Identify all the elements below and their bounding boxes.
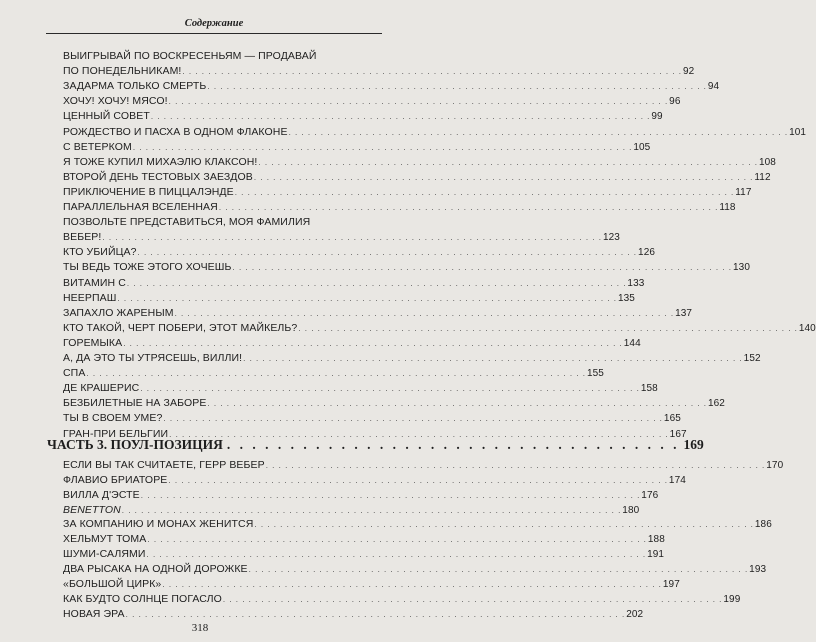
toc-entry bbox=[63, 503, 640, 517]
toc-entry-title: РОЖДЕСТВО И ПАСХА В ОДНОМ ФЛАКОНЕ bbox=[63, 125, 288, 138]
toc-entry bbox=[63, 533, 665, 546]
toc-entry-title: ГОРЕМЫКА bbox=[63, 336, 123, 349]
toc-entry-title: ЗАДАРМА ТОЛЬКО СМЕРТЬ bbox=[63, 80, 207, 93]
toc-entry-title: КАК БУДТО СОЛНЦЕ ПОГАСЛО bbox=[63, 592, 222, 605]
part-page-number: 169 bbox=[683, 437, 704, 452]
toc-entry bbox=[63, 291, 635, 305]
toc-entry bbox=[63, 548, 665, 561]
toc-entry-title: НЕЕРПАШ bbox=[63, 291, 117, 304]
part-heading bbox=[47, 437, 704, 453]
toc-entry-title: ФЛАВИО БРИАТОРЕ bbox=[63, 473, 168, 486]
toc-entry-title: ДЕ КРАШЕРИС bbox=[63, 382, 140, 395]
leader-dots bbox=[219, 201, 719, 214]
toc-entry bbox=[63, 488, 659, 502]
toc-entry bbox=[63, 459, 784, 472]
toc-entry-title: ЗА КОМПАНИЮ И МОНАХ ЖЕНИТСЯ bbox=[63, 518, 254, 531]
leader-dots bbox=[249, 563, 749, 576]
toc-entry-title: КТО ТАКОЙ, ЧЕРТ ПОБЕРИ, ЭТОТ МАЙКЕЛЬ? bbox=[63, 321, 298, 334]
toc-entry bbox=[63, 276, 645, 290]
toc-entry-page: 152 bbox=[743, 353, 761, 364]
toc-entry-page: 94 bbox=[707, 81, 720, 93]
toc-entry-title: ХЕЛЬМУТ ТОМА bbox=[63, 533, 147, 546]
toc-entry-page: 191 bbox=[647, 549, 665, 561]
leader-dots bbox=[151, 110, 651, 123]
leader-dots bbox=[168, 474, 668, 487]
toc-entry bbox=[63, 592, 741, 606]
toc-entry-page: 140 bbox=[798, 322, 816, 334]
leader-dots bbox=[162, 578, 662, 591]
toc-entry-title: ГРАН-ПРИ БЕЛЬГИИ bbox=[63, 427, 169, 440]
leader-dots bbox=[254, 171, 754, 184]
leader-dots bbox=[123, 337, 623, 350]
leader-dots bbox=[126, 608, 626, 621]
toc-entry bbox=[63, 306, 693, 320]
toc-entry-title: ТЫ В СВОЕМ УМЕ? bbox=[63, 412, 163, 425]
toc-entry-title: ВИТАМИН С bbox=[63, 276, 126, 289]
toc-entry-title: ПО ПОНЕДЕЛЬНИКАМ! bbox=[63, 65, 182, 78]
toc-entry-title: ПОЗВОЛЬТЕ ПРЕДСТАВИТЬСЯ, МОЯ ФАМИЛИЯ bbox=[63, 216, 311, 229]
toc-entry bbox=[63, 231, 620, 244]
toc-entry-page: 188 bbox=[647, 534, 665, 546]
toc-entry-title: ШУМИ-САЛЯМИ bbox=[63, 548, 146, 561]
toc-entry-page: 193 bbox=[749, 563, 767, 575]
running-header: Содержание bbox=[46, 18, 382, 34]
toc-entry-title: Я ТОЖЕ КУПИЛ МИХАЭЛЮ КЛАКСОН! bbox=[63, 155, 258, 168]
leader-dots bbox=[233, 261, 733, 274]
toc-entry-page: 117 bbox=[735, 186, 752, 198]
toc-entry-page: 96 bbox=[669, 96, 681, 108]
leader-dots bbox=[122, 504, 622, 517]
leader-dots bbox=[169, 95, 669, 108]
leader-dots bbox=[182, 65, 682, 78]
toc-entry-page: 99 bbox=[651, 111, 663, 123]
toc-entry-page: 123 bbox=[602, 232, 620, 244]
toc-entry bbox=[63, 125, 807, 139]
leader-dots bbox=[243, 352, 743, 365]
leader-dots bbox=[298, 322, 798, 335]
toc-entry-title: ДВА РЫСАКА НА ОДНОЙ ДОРОЖКЕ bbox=[63, 562, 248, 575]
toc-entry-page: 186 bbox=[754, 519, 772, 531]
toc-entry-page: 199 bbox=[723, 593, 741, 605]
toc-entry-page: 174 bbox=[668, 474, 686, 486]
toc-entry-title: ВИЛЛА Д'ЭСТЕ bbox=[63, 488, 140, 501]
toc-entry-page: 176 bbox=[641, 489, 659, 501]
toc-entry-title: ПАРАЛЛЕЛЬНАЯ ВСЕЛЕННАЯ bbox=[63, 201, 218, 213]
leader-dots bbox=[147, 533, 647, 546]
toc-entry bbox=[63, 155, 776, 169]
leader-dots bbox=[223, 593, 723, 606]
toc-entry-title: СПА bbox=[63, 367, 86, 380]
leader-dots bbox=[175, 307, 675, 320]
toc-entry bbox=[63, 367, 604, 380]
leader-dots bbox=[147, 548, 647, 561]
toc-entry-page: 112 bbox=[754, 171, 771, 183]
leader-dots bbox=[207, 80, 707, 93]
toc-entry bbox=[63, 577, 680, 591]
leader-dots bbox=[207, 397, 707, 410]
toc-entry bbox=[63, 246, 656, 259]
toc-entry-page: 202 bbox=[626, 608, 644, 620]
toc-entry-page: 180 bbox=[622, 504, 640, 516]
toc-entry-page: 108 bbox=[758, 156, 776, 168]
leader-dots bbox=[117, 292, 617, 305]
toc-entry bbox=[63, 607, 644, 621]
toc-entry-page: 126 bbox=[638, 247, 656, 259]
leader-dots bbox=[163, 412, 663, 425]
toc-entry bbox=[63, 261, 751, 274]
toc-entry bbox=[63, 50, 380, 63]
leader-dots bbox=[127, 277, 627, 290]
toc-entry bbox=[63, 397, 725, 410]
toc-entry bbox=[63, 352, 761, 365]
toc-entry-title: НОВАЯ ЭРА bbox=[63, 607, 125, 620]
leader-dots bbox=[227, 437, 680, 453]
toc-entry bbox=[63, 412, 681, 425]
toc-entry-page: 165 bbox=[663, 413, 681, 425]
toc-entry-page: 162 bbox=[707, 398, 725, 410]
toc-entry-title: ПРИКЛЮЧЕНИЕ В ПИЦЦАЛЭНДЕ bbox=[63, 185, 234, 198]
toc-entry-page: 118 bbox=[719, 202, 736, 213]
toc-entry-page: 144 bbox=[623, 337, 641, 349]
leader-dots bbox=[140, 382, 640, 395]
page-number: 318 bbox=[191, 622, 209, 634]
leader-dots bbox=[289, 126, 789, 139]
toc-entry-title: КТО УБИЙЦА? bbox=[63, 246, 137, 259]
toc-entry-page: 158 bbox=[640, 383, 658, 395]
toc-entry bbox=[63, 382, 658, 395]
toc-entry-title: ВЫИГРЫВАЙ ПО ВОСКРЕСЕНЬЯМ — ПРОДАВАЙ bbox=[63, 50, 317, 62]
toc-entry-title: BENETTON bbox=[63, 503, 121, 516]
toc-entry bbox=[63, 140, 651, 154]
toc-entry-title: ТЫ ВЕДЬ ТОЖЕ ЭТОГО ХОЧЕШЬ bbox=[63, 261, 232, 274]
toc-entry-page: 155 bbox=[586, 368, 604, 380]
toc-entry-title: ХОЧУ! ХОЧУ! МЯСО! bbox=[63, 95, 168, 108]
leader-dots bbox=[138, 246, 638, 259]
toc-entry-page: 135 bbox=[617, 292, 635, 304]
toc-entry-page: 197 bbox=[662, 578, 680, 590]
toc-entry-title: ЦЕННЫЙ СОВЕТ bbox=[63, 110, 150, 123]
part-title: ЧАСТЬ 3. ПОУЛ-ПОЗИЦИЯ bbox=[47, 437, 223, 452]
leader-dots bbox=[86, 367, 586, 380]
toc-entry bbox=[63, 216, 380, 229]
toc-entry-page: 130 bbox=[733, 262, 751, 274]
toc-entry-title: ВТОРОЙ ДЕНЬ ТЕСТОВЫХ ЗАЕЗДОВ bbox=[63, 170, 253, 183]
toc-entry bbox=[63, 95, 681, 108]
toc-entry-page: 167 bbox=[669, 428, 687, 440]
toc-entry bbox=[63, 170, 771, 184]
toc-entry bbox=[63, 473, 686, 487]
toc-entry bbox=[63, 336, 641, 350]
toc-entry bbox=[63, 562, 767, 576]
toc-entry bbox=[63, 321, 816, 335]
leader-dots bbox=[235, 186, 735, 199]
leader-dots bbox=[266, 459, 766, 472]
leader-dots bbox=[102, 231, 602, 244]
leader-dots bbox=[141, 489, 641, 502]
leader-dots bbox=[254, 518, 754, 531]
toc-entry-page: 92 bbox=[682, 66, 695, 78]
leader-dots bbox=[133, 141, 633, 154]
toc-entry-title: ЕСЛИ ВЫ ТАК СЧИТАЕТЕ, ГЕРР ВЕБЕР bbox=[63, 459, 265, 471]
toc-entry-page: 133 bbox=[627, 277, 645, 289]
toc-entry-page: 101 bbox=[789, 126, 807, 138]
toc-entry-page: 170 bbox=[766, 460, 784, 471]
toc-entry bbox=[63, 185, 752, 199]
toc-entry-title: «БОЛЬШОЙ ЦИРК» bbox=[63, 577, 162, 590]
toc-entry-title: С ВЕТЕРКОМ bbox=[63, 140, 132, 153]
toc-entry bbox=[63, 201, 736, 214]
toc-entry-page: 137 bbox=[675, 307, 693, 319]
toc-entry-title: БЕЗБИЛЕТНЫЕ НА ЗАБОРЕ bbox=[63, 397, 207, 410]
toc-entry bbox=[63, 518, 772, 531]
toc-entry bbox=[63, 110, 663, 123]
toc-entry-page: 105 bbox=[633, 141, 651, 153]
toc-entry-title: А, ДА ЭТО ТЫ УТРЯСЕШЬ, ВИЛЛИ! bbox=[63, 352, 243, 364]
toc-entry-title: ВЕБЕР! bbox=[63, 231, 102, 244]
leader-dots bbox=[258, 156, 758, 169]
toc-entry bbox=[63, 80, 720, 93]
toc-entry-title: ЗАПАХЛО ЖАРЕНЫМ bbox=[63, 306, 174, 319]
toc-entry bbox=[63, 65, 695, 78]
